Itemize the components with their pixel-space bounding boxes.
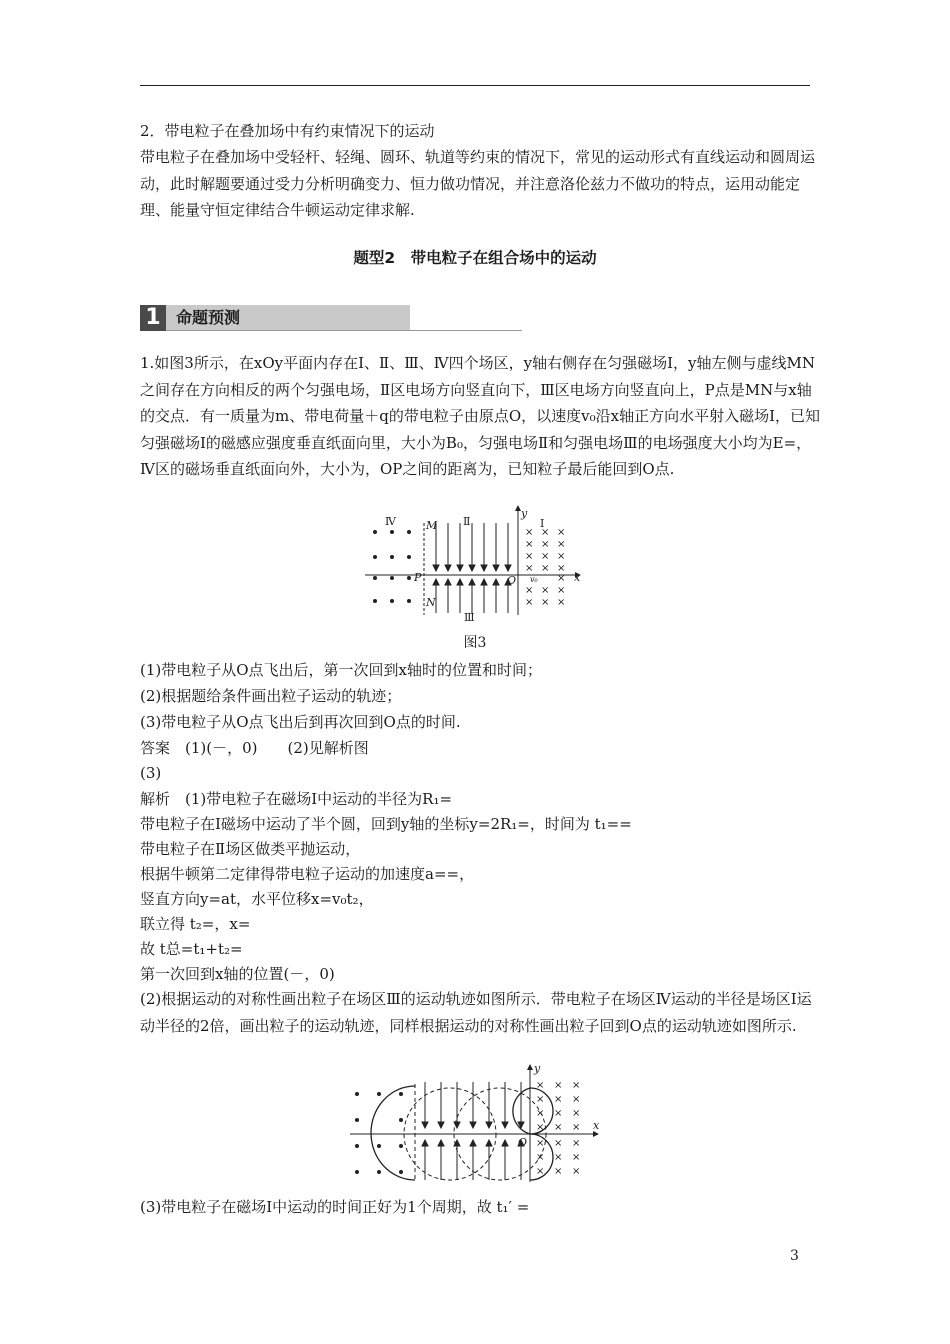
- dot: [399, 1118, 403, 1122]
- analysis-line-5: 竖直方向y=at，水平位移x=v₀t₂，: [140, 890, 374, 908]
- question-3: (3)带电粒子从O点飞出后到再次回到O点的时间.: [140, 713, 461, 731]
- dot: [377, 1092, 381, 1096]
- svg-text:×: ×: [557, 527, 566, 538]
- dot: [377, 1170, 381, 1174]
- svg-text:×: ×: [541, 551, 550, 562]
- top-rule: [140, 85, 810, 86]
- banner-label: 命题预测: [166, 305, 410, 331]
- svg-text:×: ×: [572, 1166, 581, 1177]
- label-x: x: [574, 571, 581, 584]
- svg-text:×: ×: [554, 1122, 563, 1133]
- analysis-line-2: 带电粒子在Ⅰ磁场中运动了半个圆，回到y轴的坐标y=2R₁=，时间为 t₁==: [140, 815, 632, 833]
- question-2: (2)根据题给条件画出粒子运动的轨迹；: [140, 687, 402, 705]
- label-o: O: [518, 1136, 528, 1149]
- dot: [373, 599, 377, 603]
- svg-text:×: ×: [572, 1108, 581, 1119]
- analysis-line-4: 根据牛顿第二定律得带电粒子运动的加速度a==，: [140, 865, 475, 883]
- page-number: 3: [790, 1248, 799, 1264]
- svg-text:×: ×: [554, 1166, 563, 1177]
- dot: [355, 1144, 359, 1148]
- dot: [399, 1092, 403, 1096]
- label-y: y: [521, 507, 528, 520]
- svg-text:×: ×: [557, 585, 566, 596]
- svg-text:×: ×: [525, 597, 534, 608]
- dot: [373, 530, 377, 534]
- analysis-line-1: 解析 (1)带电粒子在磁场Ⅰ中运动的半径为R₁=: [140, 790, 453, 808]
- question-type-title: 题型2 带电粒子在组合场中的运动: [353, 249, 597, 267]
- svg-text:×: ×: [557, 597, 566, 608]
- dot: [407, 530, 411, 534]
- svg-text:×: ×: [525, 563, 534, 574]
- svg-text:×: ×: [557, 539, 566, 550]
- label-o: O: [507, 574, 517, 587]
- label-zone-iv: Ⅳ: [385, 515, 396, 528]
- section-banner: [140, 305, 522, 331]
- svg-text:×: ×: [536, 1152, 545, 1163]
- svg-text:×: ×: [572, 1094, 581, 1105]
- label-y: y: [534, 1062, 541, 1075]
- dot: [377, 1144, 381, 1148]
- svg-text:×: ×: [525, 527, 534, 538]
- svg-text:×: ×: [541, 527, 550, 538]
- label-n: N: [426, 596, 436, 609]
- svg-text:×: ×: [525, 585, 534, 596]
- dot: [373, 576, 377, 580]
- svg-text:×: ×: [536, 1138, 545, 1149]
- dot: [390, 530, 394, 534]
- svg-text:×: ×: [557, 563, 566, 574]
- svg-text:×: ×: [557, 551, 566, 562]
- svg-text:×: ×: [541, 539, 550, 550]
- dot: [355, 1170, 359, 1174]
- label-zone-i: Ⅰ: [540, 517, 545, 530]
- figure-3-caption: 图3: [463, 635, 487, 651]
- svg-text:×: ×: [536, 1080, 545, 1091]
- analysis-paragraph-3: (3)带电粒子在磁场Ⅰ中运动的时间正好为1个周期，故 t₁′ =: [140, 1198, 530, 1216]
- analysis-line-7: 故 t总=t₁+t₂=: [140, 940, 243, 958]
- svg-text:×: ×: [541, 563, 550, 574]
- svg-text:×: ×: [572, 1152, 581, 1163]
- label-zone-iii: Ⅲ: [464, 611, 475, 624]
- svg-text:×: ×: [536, 1094, 545, 1105]
- dot: [399, 1144, 403, 1148]
- problem-text: 1.如图3所示，在xOy平面内存在Ⅰ、Ⅱ、Ⅲ、Ⅳ四个场区，y轴右侧存在匀强磁场Ⅰ，y轴左侧与虚线MN之间存在方向相反的两个匀强电场，Ⅱ区电场方向竖直向下，Ⅲ区电场方向竖直向上，P点是MN与x轴的交点．有一质量为m、带电荷量＋q的带电粒子由原点O，以速度v₀沿x轴正方向水平射入磁场Ⅰ，已知匀强磁场Ⅰ的磁感应强度垂直纸面向里，大小为B₀，匀强电场Ⅱ和匀强电场Ⅲ的电场强度大小均为E=，Ⅳ区的磁场垂直纸面向外，大小为，OP之间的距离为，已知粒子最后能回到O点.: [140, 354, 820, 478]
- banner-underline: [166, 330, 522, 331]
- svg-text:×: ×: [541, 597, 550, 608]
- trajectory-zone-iv: [371, 1086, 415, 1180]
- svg-text:×: ×: [536, 1108, 545, 1119]
- analysis-line-3: 带电粒子在Ⅱ场区做类平抛运动，: [140, 840, 361, 858]
- banner-number: 1: [140, 305, 166, 331]
- svg-text:×: ×: [554, 1094, 563, 1105]
- label-m: M: [426, 519, 438, 532]
- svg-text:×: ×: [541, 585, 550, 596]
- dot: [399, 1170, 403, 1174]
- dot: [390, 555, 394, 559]
- dot: [407, 599, 411, 603]
- trajectory-figure: [345, 1062, 605, 1184]
- dot: [407, 555, 411, 559]
- answer-line-1: 答案 (1)(－，0) (2)见解析图: [140, 739, 369, 757]
- section-heading: 2．带电粒子在叠加场中有约束情况下的运动: [140, 122, 435, 140]
- dot: [390, 576, 394, 580]
- answer-line-2: (3): [140, 764, 162, 782]
- svg-text:×: ×: [572, 1080, 581, 1091]
- analysis-line-8: 第一次回到x轴的位置(－，0): [140, 965, 335, 983]
- svg-text:×: ×: [557, 573, 566, 584]
- label-zone-ii: Ⅱ: [463, 515, 471, 528]
- dot: [373, 555, 377, 559]
- question-1: (1)带电粒子从O点飞出后，第一次回到x轴时的位置和时间；: [140, 661, 543, 679]
- section-paragraph: 带电粒子在叠加场中受轻杆、轻绳、圆环、轨道等约束的情况下，常见的运动形式有直线运动和圆周运动，此时解题要通过受力分析明确变力、恒力做功情况，并注意洛伦兹力不做功的特点，运用动能定理、能量守恒定律结合牛顿运动定律求解.: [140, 148, 816, 219]
- label-p: P: [414, 571, 422, 584]
- svg-text:×: ×: [536, 1122, 545, 1133]
- svg-text:×: ×: [536, 1166, 545, 1177]
- analysis-paragraph-2: (2)根据运动的对称性画出粒子在场区Ⅲ的运动轨迹如图所示．带电粒子在场区Ⅳ运动的半径是场区Ⅰ运动半径的2倍，画出粒子的运动轨迹，同样根据运动的对称性画出粒子回到O点的运动轨迹如图所示.: [140, 990, 812, 1035]
- svg-text:×: ×: [525, 551, 534, 562]
- dot: [355, 1118, 359, 1122]
- dot: [407, 576, 411, 580]
- figure-3: [360, 505, 600, 625]
- dot: [390, 599, 394, 603]
- label-v0: v₀: [530, 575, 538, 584]
- label-x: x: [593, 1119, 600, 1132]
- svg-text:×: ×: [572, 1122, 581, 1133]
- svg-text:×: ×: [572, 1138, 581, 1149]
- svg-text:×: ×: [525, 539, 534, 550]
- analysis-line-6: 联立得 t₂=，x=: [140, 915, 251, 933]
- svg-text:×: ×: [554, 1138, 563, 1149]
- svg-text:×: ×: [554, 1108, 563, 1119]
- svg-text:×: ×: [554, 1080, 563, 1091]
- svg-text:×: ×: [554, 1152, 563, 1163]
- dot: [355, 1092, 359, 1096]
